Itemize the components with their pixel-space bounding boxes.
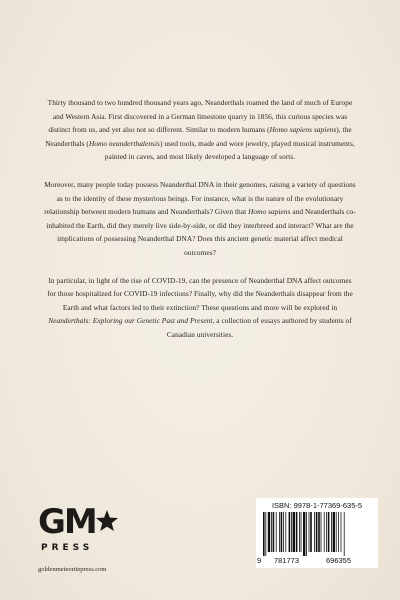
text-segment: In particular, in light of the rise of COVID-19, can the presence of Neanderthal DNA affect outcomes for those hospitalized for COVID-19 infections? Finally, why did the Neanderthals disappear from the Earth and what factors led to their extinction? These questions and more will be explored in [47, 275, 353, 312]
italic-text: Homo neanderthalensis [88, 138, 160, 148]
logo-letters: GM [38, 502, 96, 542]
logo-word: PRESS [41, 543, 94, 553]
isbn-barcode [256, 498, 378, 568]
text-segment: and Neanderthals co-inhabited the Earth, did they merely live side-by-side, or did they interbreed and interact? What are the implications of possessing Neanderthal DNA? Does this ancient genetic material affect medical outcomes? [46, 207, 356, 257]
blurb-paragraph [44, 178, 356, 260]
text-segment: ) used tools, made and wore jewelry, played musical instruments, painted in caves, and most likely developed a language of sorts. [104, 138, 355, 162]
blurb-paragraph [44, 274, 356, 342]
publisher-logo [38, 502, 118, 565]
barcode-lead-digit: 9 [257, 556, 262, 565]
barcode-left-digits: 781773 [274, 556, 300, 565]
italic-text: Homo sapiens sapiens [269, 125, 337, 135]
text-segment: Thirty thousand to two hundred thousand years ago, Neanderthals roamed the land of much of Europe and Western Asia. First discovered in a German limestone quarry in 1856, this curious species was distinct from us, and yet also not so different. Similar to modern humans ( [47, 98, 353, 135]
star-icon [95, 509, 119, 533]
isbn-label: ISBN: 9978-1-77369-635-5 [271, 501, 363, 510]
blurb-paragraph [44, 96, 356, 164]
text-segment: Moreover, many people today possess Neanderthal DNA in their genomes, raising a variety of questions as to the identity of these mysterious beings. For instance, what is the nature of the evolutionary relationship between modern humans and Neanderthals? Given that [44, 179, 356, 217]
publisher-website: goldenmeteoritepress.com [38, 566, 107, 573]
italic-text: Neanderthals: Exploring our Genetic Past and Present [48, 316, 213, 326]
barcode-bars [262, 512, 372, 556]
text-segment: ), the Neanderthals ( [45, 125, 352, 148]
italic-text: Homo sapiens [248, 207, 291, 217]
blurb-text [44, 96, 356, 356]
text-segment: , a collection of essays authored by students of Canadian universities. [166, 316, 352, 339]
barcode-right-digits: 696355 [326, 556, 352, 565]
